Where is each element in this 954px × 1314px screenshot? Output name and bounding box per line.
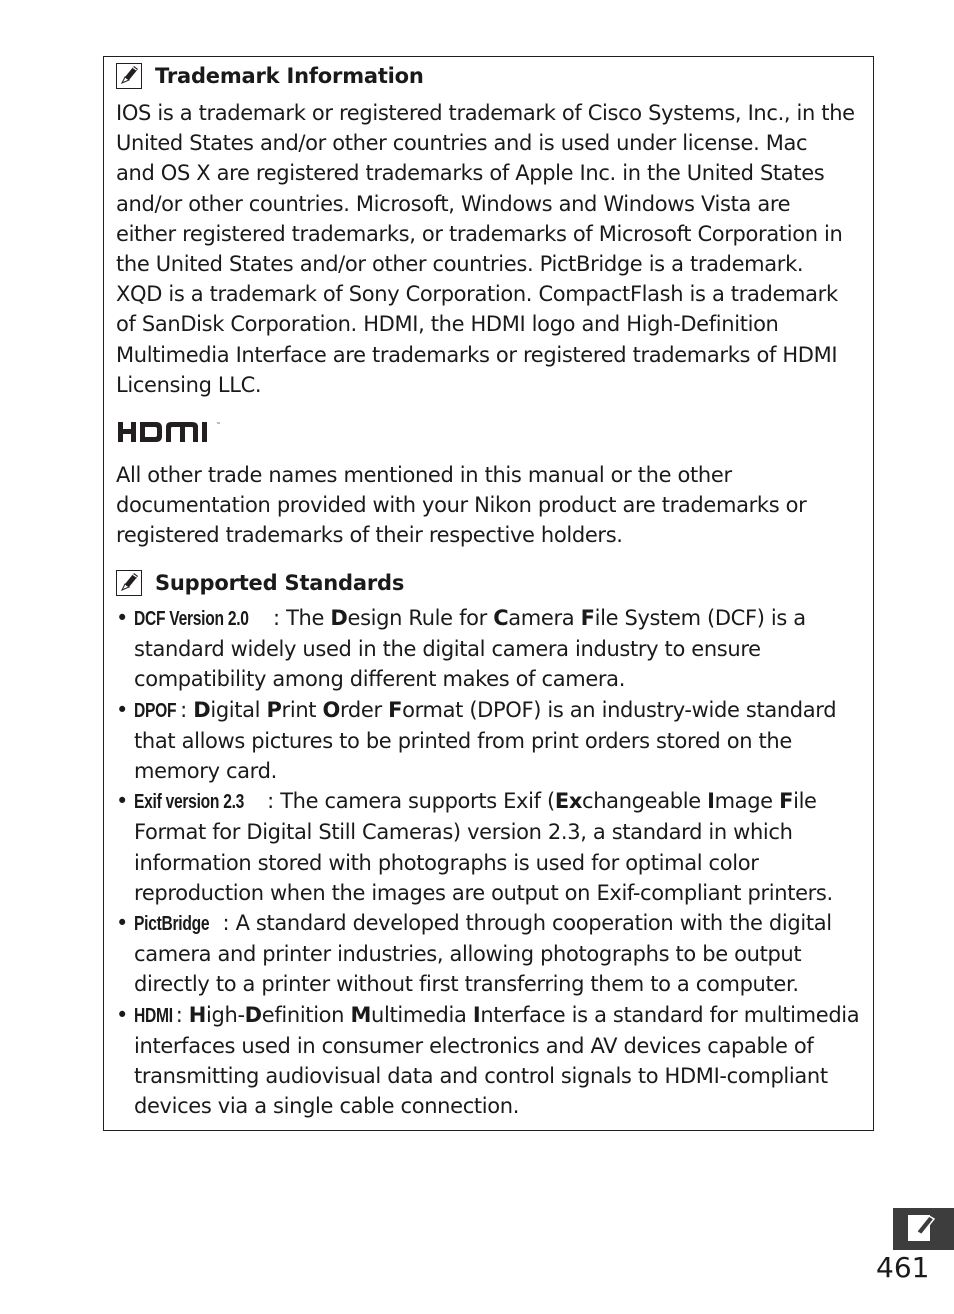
acronym-letter: F — [388, 697, 403, 722]
acronym-letter: C — [493, 606, 509, 630]
standards-list — [116, 603, 866, 1121]
standard-text: esign Rule for — [347, 606, 494, 630]
standard-text: : A standard developed through cooperation with the digital camera and printer industries, allowing photographs to be output directly to a printer without first transferring them to a computer. — [134, 911, 832, 997]
standard-text: changeable — [582, 789, 708, 814]
standard-text: ile System (DCF) is a standard widely used in the digital camera industry to ensure compatibility among different makes of camera. — [134, 606, 806, 692]
note-box — [103, 56, 874, 1131]
bullet: • — [116, 789, 129, 814]
list-item — [116, 695, 866, 787]
trademark-heading — [116, 63, 424, 89]
standards-title: Supported Standards — [155, 571, 405, 595]
standard-text: amera — [508, 606, 581, 630]
acronym-letter: I — [472, 1002, 481, 1027]
standard-text: : — [175, 1002, 189, 1027]
standard-text: : The — [273, 606, 331, 630]
acronym-letter: I — [707, 789, 715, 814]
acronym-letter: M — [350, 1002, 372, 1027]
pencil-note-icon — [116, 63, 142, 89]
standard-label: Exif version 2.3 — [134, 791, 245, 814]
acronym-letter: H — [188, 1002, 207, 1027]
acronym-letter: P — [266, 697, 282, 722]
acronym-letter: D — [244, 1002, 262, 1027]
standard-text: nterface is a standard for multimedia interfaces used in consumer electronics and AV devices capable of transmitting audiovisual data and control signals to HDMI-compliant devices via a single cable connection. — [134, 1002, 860, 1119]
standard-text: : The camera supports Exif ( — [267, 789, 555, 814]
list-item — [116, 908, 866, 1000]
list-item — [116, 1000, 866, 1122]
trademark-title: Trademark Information — [155, 64, 424, 88]
standard-text: efinition — [261, 1002, 351, 1027]
acronym-letter: D — [193, 697, 211, 722]
bullet: • — [116, 606, 129, 630]
list-item — [116, 786, 866, 908]
pencil-tab-icon[interactable] — [893, 1208, 954, 1250]
bullet: • — [116, 1002, 129, 1027]
standard-label: DCF Version 2.0 — [134, 608, 249, 630]
acronym-letter: F — [580, 606, 595, 630]
trademark-body: IOS is a trademark or registered trademark of Cisco Systems, Inc., in the United States and/or other countries and is used under license. Mac and OS X are registered trademarks of Apple Inc. in the United States and/or other countries. Microsoft, Windows and Windows Vista are either registered trademarks, or trademarks of Microsoft Corporation in the United States and/or other countries. PictBridge is a trademark. XQD is a trademark of Sony Corporation. CompactFlash is a trademark of SanDisk Corporation. HDMI, the HDMI logo and High-Definition Multimedia Interface are trademarks or registered trademarks of HDMI Licensing LLC. — [116, 101, 855, 397]
acronym-letter: F — [779, 789, 794, 814]
standard-text: mage — [714, 789, 780, 814]
other-trademarks-body: All other trade names mentioned in this manual or the other documentation provided with your Nikon product are trademarks or registered trademarks of their respective holders. — [116, 463, 807, 548]
acronym-letter: O — [322, 697, 340, 722]
standard-label: PictBridge — [134, 913, 210, 936]
list-item — [116, 603, 866, 695]
acronym-letter: Ex — [554, 789, 583, 814]
standard-text: ile Format for Digital Still Cameras) version 2.3, a standard in which information stored with photographs is used for optimal color reproduction when the images are output on Exif-compliant printers. — [134, 789, 833, 905]
pencil-note-icon — [116, 570, 142, 596]
standard-text: : — [180, 697, 194, 722]
bullet: • — [116, 911, 129, 936]
standard-text: ormat (DPOF) is an industry-wide standard that allows pictures to be printed from print orders stored on the memory card. — [134, 697, 837, 784]
acronym-letter: D — [330, 606, 348, 630]
standard-text: ultimedia — [371, 1002, 473, 1027]
standard-text: rint — [281, 697, 323, 722]
standard-label: DPOF — [134, 699, 177, 722]
standard-label: HDMI — [134, 1004, 173, 1027]
svg-text:™: ™ — [216, 422, 221, 428]
standard-text: igital — [210, 697, 267, 722]
standard-text: rder — [340, 697, 389, 722]
hdmi-logo — [116, 420, 230, 444]
standards-heading — [116, 570, 404, 596]
standard-text: igh- — [206, 1002, 245, 1027]
bullet: • — [116, 697, 129, 722]
page-number: 461 — [876, 1251, 930, 1284]
